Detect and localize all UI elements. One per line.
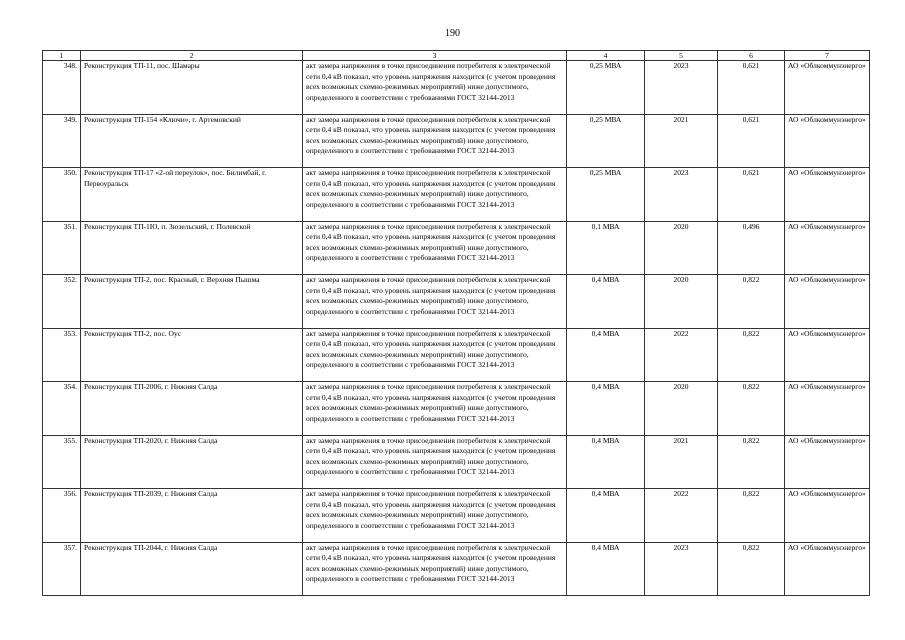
organization-name: АО «Облкоммунэнерго» — [785, 328, 870, 382]
project-name: Реконструкция ТП-2020, г. Нижняя Салда — [81, 435, 303, 489]
capacity-value: 0,1 МВА — [567, 221, 645, 275]
capacity-value: 0,4 МВА — [567, 489, 645, 543]
organization-name: АО «Облкоммунэнерго» — [785, 275, 870, 329]
organization-name: АО «Облкоммунэнерго» — [785, 114, 870, 168]
capacity-value: 0,25 МВА — [567, 168, 645, 222]
year-value: 2020 — [645, 382, 718, 436]
table-row — [43, 542, 870, 596]
cost-value: 0,822 — [718, 542, 785, 596]
row-number: 356. — [43, 489, 81, 543]
cost-value: 0,822 — [718, 435, 785, 489]
register-table — [42, 50, 870, 596]
cost-value: 0,822 — [718, 382, 785, 436]
column-number: 6 — [718, 51, 785, 61]
column-number: 4 — [567, 51, 645, 61]
table-row — [43, 221, 870, 275]
cost-value: 0,822 — [718, 489, 785, 543]
year-value: 2023 — [645, 61, 718, 115]
year-value: 2023 — [645, 542, 718, 596]
row-number: 354. — [43, 382, 81, 436]
capacity-value: 0,25 МВА — [567, 114, 645, 168]
table-row — [43, 275, 870, 329]
column-number: 2 — [81, 51, 303, 61]
table-row — [43, 61, 870, 115]
project-name: Реконструкция ТП-2044, г. Нижняя Салда — [81, 542, 303, 596]
row-number: 355. — [43, 435, 81, 489]
table-row — [43, 382, 870, 436]
year-value: 2023 — [645, 168, 718, 222]
organization-name: АО «Облкоммунэнерго» — [785, 168, 870, 222]
table-row — [43, 435, 870, 489]
row-number: 349. — [43, 114, 81, 168]
year-value: 2022 — [645, 328, 718, 382]
justification-text: акт замера напряжения в точке присоединения потребителя к электрической сети 0,4 кВ показал, что уровень напряжения находится (с учетом проведения всех возможных схемно-режимных мероприятий) ниже допустимого, определенного в соответствии с требованиями ГОСТ 32144-2013 — [303, 328, 567, 382]
year-value: 2020 — [645, 275, 718, 329]
organization-name: АО «Облкоммунэнерго» — [785, 435, 870, 489]
capacity-value: 0,4 МВА — [567, 542, 645, 596]
year-value: 2021 — [645, 435, 718, 489]
justification-text: акт замера напряжения в точке присоединения потребителя к электрической сети 0,4 кВ показал, что уровень напряжения находится (с учетом проведения всех возможных схемно-режимных мероприятий) ниже допустимого, определенного в соответствии с требованиями ГОСТ 32144-2013 — [303, 489, 567, 543]
justification-text: акт замера напряжения в точке присоединения потребителя к электрической сети 0,4 кВ показал, что уровень напряжения находится (с учетом проведения всех возможных схемно-режимных мероприятий) ниже допустимого, определенного в соответствии с требованиями ГОСТ 32144-2013 — [303, 542, 567, 596]
column-number: 3 — [303, 51, 567, 61]
cost-value: 0,822 — [718, 328, 785, 382]
page-number: 190 — [445, 28, 460, 39]
organization-name: АО «Облкоммунэнерго» — [785, 489, 870, 543]
cost-value: 0,621 — [718, 61, 785, 115]
capacity-value: 0,25 МВА — [567, 61, 645, 115]
project-name: Реконструкция ТП-17 «2-ой переулок», пос. Билимбай, г. Первоуральск — [81, 168, 303, 222]
project-name: Реконструкция ТП-2006, г. Нижняя Салда — [81, 382, 303, 436]
row-number: 357. — [43, 542, 81, 596]
justification-text: акт замера напряжения в точке присоединения потребителя к электрической сети 0,4 кВ показал, что уровень напряжения находится (с учетом проведения всех возможных схемно-режимных мероприятий) ниже допустимого, определенного в соответствии с требованиями ГОСТ 32144-2013 — [303, 275, 567, 329]
project-name: Реконструкция ТП-2, пос. Красный, г. Верхняя Пышма — [81, 275, 303, 329]
capacity-value: 0,4 МВА — [567, 275, 645, 329]
project-name: Реконструкция ТП-154 «Ключи», г. Артемовский — [81, 114, 303, 168]
cost-value: 0,822 — [718, 275, 785, 329]
column-number: 1 — [43, 51, 81, 61]
table-row — [43, 168, 870, 222]
project-name: Реконструкция ТП-1Ю, п. Зюзельский, г. Полевской — [81, 221, 303, 275]
capacity-value: 0,4 МВА — [567, 328, 645, 382]
column-number: 7 — [785, 51, 870, 61]
row-number: 351. — [43, 221, 81, 275]
row-number: 353. — [43, 328, 81, 382]
organization-name: АО «Облкоммунэнерго» — [785, 221, 870, 275]
cost-value: 0,621 — [718, 114, 785, 168]
project-name: Реконструкция ТП-2, пос. Оус — [81, 328, 303, 382]
project-name: Реконструкция ТП-2039, г. Нижняя Салда — [81, 489, 303, 543]
organization-name: АО «Облкоммунэнерго» — [785, 382, 870, 436]
justification-text: акт замера напряжения в точке присоединения потребителя к электрической сети 0,4 кВ показал, что уровень напряжения находится (с учетом проведения всех возможных схемно-режимных мероприятий) ниже допустимого, определенного в соответствии с требованиями ГОСТ 32144-2013 — [303, 382, 567, 436]
table-row — [43, 489, 870, 543]
cost-value: 0,496 — [718, 221, 785, 275]
cost-value: 0,621 — [718, 168, 785, 222]
year-value: 2022 — [645, 489, 718, 543]
capacity-value: 0,4 МВА — [567, 435, 645, 489]
justification-text: акт замера напряжения в точке присоединения потребителя к электрической сети 0,4 кВ показал, что уровень напряжения находится (с учетом проведения всех возможных схемно-режимных мероприятий) ниже допустимого, определенного в соответствии с требованиями ГОСТ 32144-2013 — [303, 435, 567, 489]
table-row — [43, 114, 870, 168]
organization-name: АО «Облкоммунэнерго» — [785, 542, 870, 596]
table-row — [43, 328, 870, 382]
project-name: Реконструкция ТП-11, пос. Шамары — [81, 61, 303, 115]
row-number: 350. — [43, 168, 81, 222]
justification-text: акт замера напряжения в точке присоединения потребителя к электрической сети 0,4 кВ показал, что уровень напряжения находится (с учетом проведения всех возможных схемно-режимных мероприятий) ниже допустимого, определенного в соответствии с требованиями ГОСТ 32144-2013 — [303, 168, 567, 222]
organization-name: АО «Облкоммунэнерго» — [785, 61, 870, 115]
row-number: 348. — [43, 61, 81, 115]
year-value: 2021 — [645, 114, 718, 168]
justification-text: акт замера напряжения в точке присоединения потребителя к электрической сети 0,4 кВ показал, что уровень напряжения находится (с учетом проведения всех возможных схемно-режимных мероприятий) ниже допустимого, определенного в соответствии с требованиями ГОСТ 32144-2013 — [303, 61, 567, 115]
year-value: 2020 — [645, 221, 718, 275]
column-number: 5 — [645, 51, 718, 61]
capacity-value: 0,4 МВА — [567, 382, 645, 436]
row-number: 352. — [43, 275, 81, 329]
column-number-row — [43, 51, 870, 61]
justification-text: акт замера напряжения в точке присоединения потребителя к электрической сети 0,4 кВ показал, что уровень напряжения находится (с учетом проведения всех возможных схемно-режимных мероприятий) ниже допустимого, определенного в соответствии с требованиями ГОСТ 32144-2013 — [303, 114, 567, 168]
justification-text: акт замера напряжения в точке присоединения потребителя к электрической сети 0,4 кВ показал, что уровень напряжения находится (с учетом проведения всех возможных схемно-режимных мероприятий) ниже допустимого, определенного в соответствии с требованиями ГОСТ 32144-2013 — [303, 221, 567, 275]
